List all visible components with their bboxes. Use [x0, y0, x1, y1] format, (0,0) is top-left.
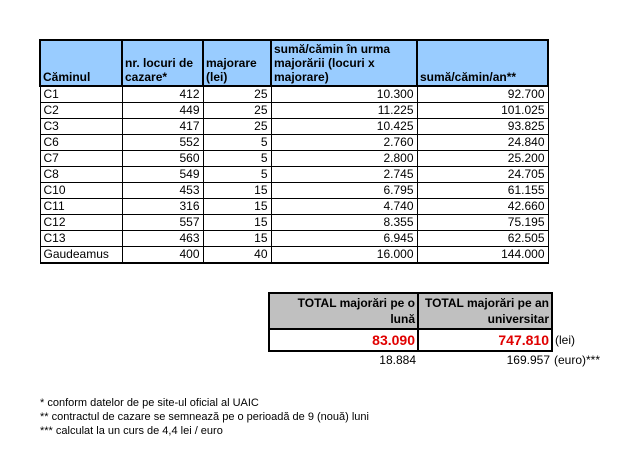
- value-cell: 93.825: [417, 119, 548, 135]
- value-cell: 6.945: [271, 231, 417, 247]
- dorm-name-cell: C13: [40, 231, 122, 247]
- value-cell: 417: [122, 119, 203, 135]
- value-cell: 16.000: [271, 247, 417, 264]
- value-cell: 144.000: [417, 247, 548, 264]
- value-cell: 40: [203, 247, 271, 264]
- totals-header-row: [269, 293, 602, 329]
- footnote: ** contractul de cazare se semnează pe o perioadă de 9 (nouă) luni: [40, 411, 369, 423]
- lei-unit: (lei): [555, 333, 575, 347]
- totals-euro-row: [269, 351, 602, 368]
- dorm-name-cell: C2: [40, 103, 122, 119]
- dorm-name-cell: C11: [40, 199, 122, 215]
- dorm-name-cell: C12: [40, 215, 122, 231]
- value-cell: 10.425: [271, 119, 417, 135]
- table-row: [40, 183, 548, 199]
- table-row: [40, 119, 548, 135]
- table-header-row: [40, 40, 548, 86]
- dorm-name-cell: C6: [40, 135, 122, 151]
- value-cell: 412: [122, 86, 203, 103]
- value-cell: 11.225: [271, 103, 417, 119]
- value-cell: 15: [203, 183, 271, 199]
- value-cell: 6.795: [271, 183, 417, 199]
- footnotes: [40, 396, 369, 438]
- table-row: [40, 215, 548, 231]
- footnote: * conform datelor de pe site-ul oficial al UAIC: [40, 397, 259, 409]
- value-cell: 549: [122, 167, 203, 183]
- value-cell: 92.700: [417, 86, 548, 103]
- value-cell: 2.800: [271, 151, 417, 167]
- dorm-name-cell: C3: [40, 119, 122, 135]
- dorm-fees-table: [39, 39, 549, 264]
- total-month-header: TOTAL majorări pe o lună: [269, 293, 418, 329]
- dorm-name-cell: C8: [40, 167, 122, 183]
- value-cell: 24.705: [417, 167, 548, 183]
- value-cell: 557: [122, 215, 203, 231]
- totals-lei-row: [269, 329, 602, 351]
- table-row: [40, 167, 548, 183]
- value-cell: 560: [122, 151, 203, 167]
- total-year-lei: 747.810: [418, 329, 552, 351]
- table-row: [40, 247, 548, 264]
- value-cell: 2.760: [271, 135, 417, 151]
- value-cell: 24.840: [417, 135, 548, 151]
- table-row: [40, 151, 548, 167]
- dorm-name-cell: C1: [40, 86, 122, 103]
- value-cell: 400: [122, 247, 203, 264]
- value-cell: 61.155: [417, 183, 548, 199]
- value-cell: 15: [203, 215, 271, 231]
- value-cell: 8.355: [271, 215, 417, 231]
- value-cell: 75.195: [417, 215, 548, 231]
- value-cell: 25: [203, 103, 271, 119]
- dorm-name-cell: C7: [40, 151, 122, 167]
- value-cell: 2.745: [271, 167, 417, 183]
- table-row: [40, 199, 548, 215]
- table-row: [40, 86, 548, 103]
- euro-unit: (euro)***: [554, 352, 601, 367]
- value-cell: 449: [122, 103, 203, 119]
- totals-table: [268, 292, 603, 368]
- value-cell: 4.740: [271, 199, 417, 215]
- header-suma-camin: sumă/cămin în urma majorării (locuri x majorare): [271, 40, 417, 86]
- value-cell: 25.200: [417, 151, 548, 167]
- table-row: [40, 231, 548, 247]
- value-cell: 10.300: [271, 86, 417, 103]
- total-year-euro: 169.957: [506, 353, 550, 367]
- value-cell: 15: [203, 199, 271, 215]
- value-cell: 25: [203, 86, 271, 103]
- value-cell: 453: [122, 183, 203, 199]
- total-year-header: TOTAL majorări pe an universitar: [418, 293, 552, 329]
- value-cell: 15: [203, 231, 271, 247]
- value-cell: 5: [203, 151, 271, 167]
- value-cell: 552: [122, 135, 203, 151]
- footnote: *** calculat la un curs de 4,4 lei / euro: [40, 425, 223, 437]
- dorm-name-cell: C10: [40, 183, 122, 199]
- value-cell: 5: [203, 167, 271, 183]
- header-suma-an: sumă/cămin/an**: [417, 40, 548, 86]
- table-row: [40, 135, 548, 151]
- header-locuri: nr. locuri de cazare*: [122, 40, 203, 86]
- table-row: [40, 103, 548, 119]
- total-month-lei: 83.090: [269, 329, 418, 351]
- value-cell: 316: [122, 199, 203, 215]
- total-month-euro: 18.884: [379, 353, 416, 367]
- value-cell: 101.025: [417, 103, 548, 119]
- value-cell: 62.505: [417, 231, 548, 247]
- value-cell: 5: [203, 135, 271, 151]
- value-cell: 42.660: [417, 199, 548, 215]
- header-camin: Căminul: [40, 40, 122, 86]
- value-cell: 463: [122, 231, 203, 247]
- dorm-name-cell: Gaudeamus: [40, 247, 122, 264]
- value-cell: 25: [203, 119, 271, 135]
- header-majorare: majorare (lei): [203, 40, 271, 86]
